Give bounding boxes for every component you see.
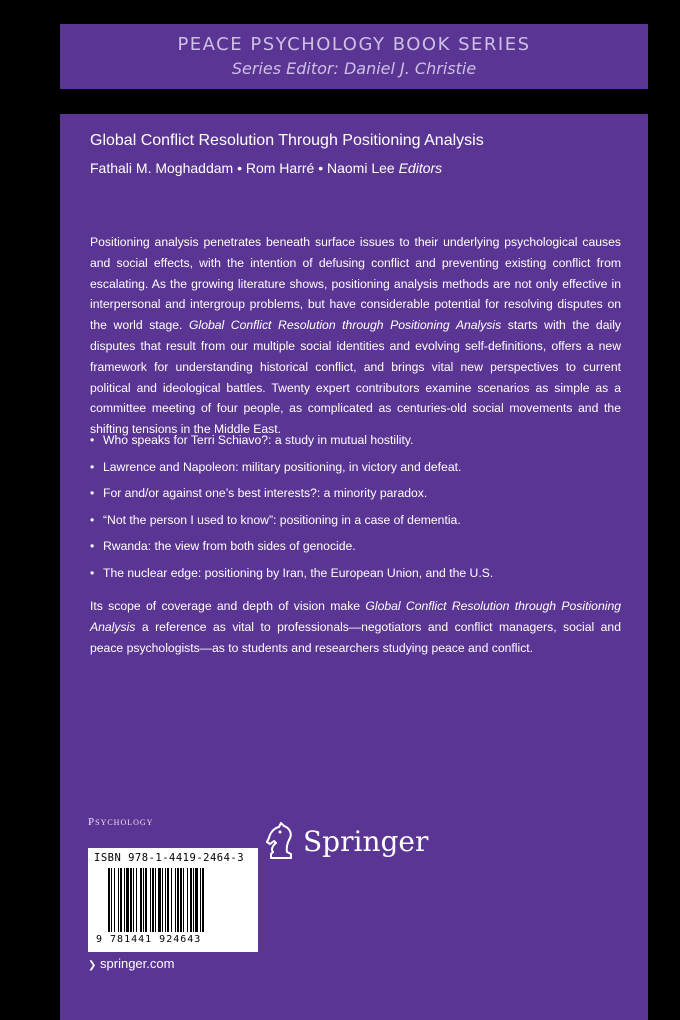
barcode-bar (171, 868, 172, 932)
barcode-bar (143, 868, 144, 932)
barcode-bar (118, 868, 119, 932)
topic-item: • For and/or against one’s best interests?: a minority paradox. (90, 483, 630, 510)
isbn-barcode (88, 848, 258, 952)
topic-item: • The nuclear edge: positioning by Iran, the European Union, and the U.S. (90, 563, 630, 590)
subject-category: Psychology (88, 816, 154, 828)
book-title: Global Conflict Resolution Through Positioning Analysis (90, 132, 484, 149)
barcode-bars (108, 868, 240, 932)
topic-list (90, 430, 630, 589)
barcode-bar (155, 868, 156, 932)
description-italic-title: Global Conflict Resolution through Positioning Analysis (189, 318, 502, 333)
author-names: Fathali M. Moghaddam • Rom Harré • Naomi Lee (90, 160, 395, 176)
barcode-bar (124, 868, 125, 932)
barcode-bar (200, 868, 201, 932)
description-text-1: Positioning analysis penetrates beneath surface issues to their underlying psychological causes and social effects, with the intention of defusing conflict and preventing existing conflict from escalating. As the growing literature shows, positioning analysis methods are not only effective in interpersonal and intergroup problems, but have considerable potential for resolving disputes on the world stage. (90, 235, 621, 333)
topic-item: • Who speaks for Terri Schiavo?: a study in mutual hostility. (90, 430, 630, 457)
barcode-bar (183, 868, 184, 932)
barcode-bar (177, 868, 179, 932)
barcode-bar (167, 868, 169, 932)
barcode-bar (175, 868, 176, 932)
barcode-bar (114, 868, 115, 932)
barcode-bar (150, 868, 151, 932)
barcode-digits: 9 781441 924643 (96, 934, 202, 945)
barcode-bar (180, 868, 182, 932)
closing-italic-title: Global Conflict Resolution through Positioning Analysis (90, 599, 621, 634)
description-text-2: starts with the daily disputes that result from our multiple social identities and evolving self-definitions, offers a new framework for understanding historical conflict, and brings vital new perspectives to current political and ideological battles. Twenty expert contributors examine scenarios as simple as a committee meeting of four people, as complicated as centuries-old social movements and the shifting tensions in the Middle East. (90, 318, 621, 437)
website-url: springer.com (100, 956, 175, 971)
isbn-label: ISBN 978-1-4419-2464-3 (94, 852, 245, 864)
publisher-logo (263, 822, 428, 860)
closing-text-1: Its scope of coverage and depth of vision make (90, 599, 366, 613)
closing-paragraph (90, 596, 621, 658)
description-paragraph (90, 232, 621, 440)
barcode-bar (202, 868, 204, 932)
topic-item: • Lawrence and Napoleon: military positioning, in victory and defeat. (90, 457, 630, 484)
barcode-bar (126, 868, 129, 932)
springer-chess-knight-icon (263, 822, 299, 860)
barcode-bar (190, 868, 192, 932)
barcode-bar (111, 868, 112, 932)
barcode-bar (158, 868, 161, 932)
barcode-bar (195, 868, 198, 932)
series-editor: Series Editor: Daniel J. Christie (231, 59, 477, 78)
series-header (60, 24, 648, 89)
book-authors (90, 160, 442, 176)
barcode-bar (108, 868, 110, 932)
barcode-bar (140, 868, 142, 932)
barcode-bar (152, 868, 154, 932)
barcode-bar (133, 868, 134, 932)
barcode-bar (187, 868, 188, 932)
barcode-bar (130, 868, 132, 932)
barcode-bar (136, 868, 137, 932)
topic-item: • Rwanda: the view from both sides of genocide. (90, 536, 630, 563)
topic-item: • “Not the person I used to know”: positioning in a case of dementia. (90, 510, 630, 537)
closing-text-2: a reference as vital to professionals—negotiators and conflict managers, social and peace psychologists—as to students and researchers studying peace and conflict. (90, 619, 621, 655)
barcode-bar (162, 868, 163, 932)
barcode-bar (165, 868, 166, 932)
publisher-website[interactable] (88, 956, 174, 971)
publisher-name: Springer (303, 824, 429, 858)
barcode-bar (193, 868, 194, 932)
back-cover-panel (60, 114, 648, 1020)
barcode-bar (145, 868, 147, 932)
editors-label: Editors (398, 160, 443, 176)
chevron-right-icon: ❯ (88, 960, 97, 971)
barcode-bar (120, 868, 122, 932)
series-title: PEACE PSYCHOLOGY BOOK SERIES (177, 34, 531, 55)
